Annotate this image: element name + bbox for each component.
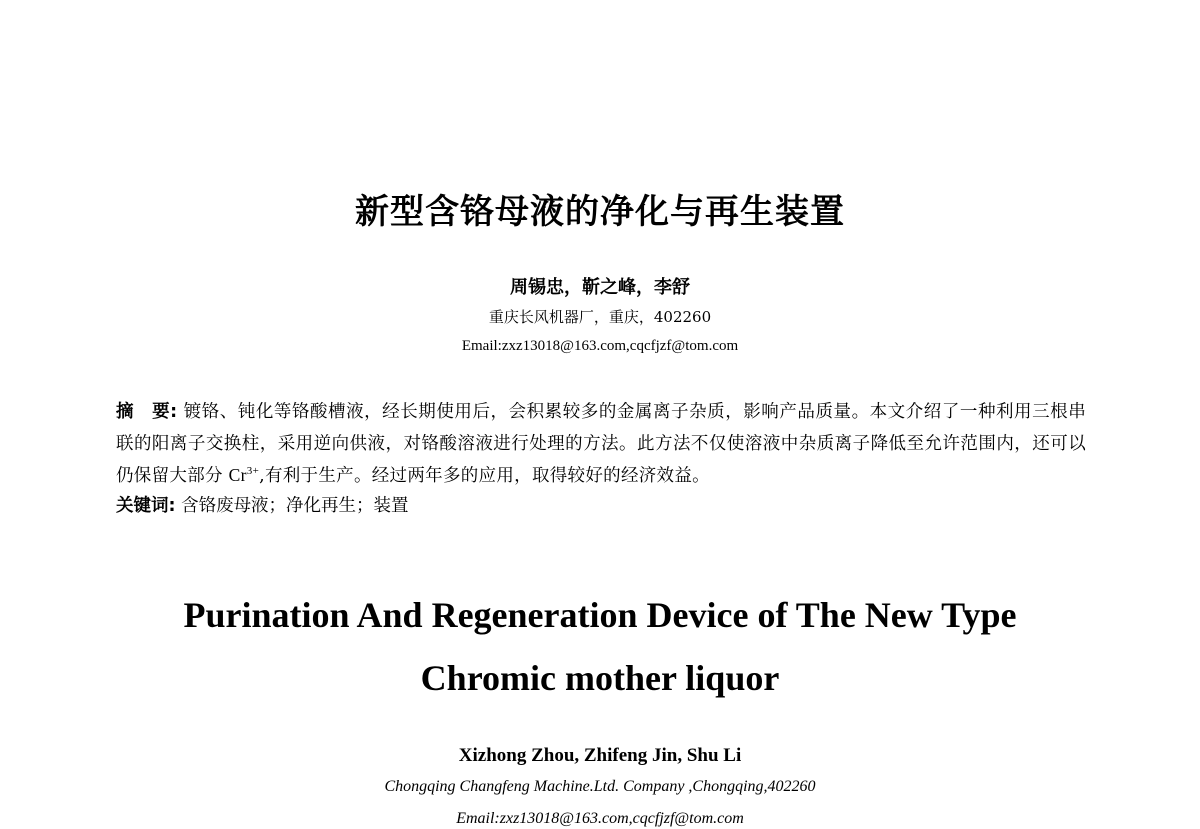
chinese-title: 新型含铬母液的净化与再生装置 [355,192,845,232]
english-authors: Xizhong Zhou, Zhifeng Jin, Shu Li [458,745,742,766]
keywords-label: 关键词: [116,496,176,516]
english-email: Email:zxz13018@163.com,cqcfjzf@tom.com [456,810,744,827]
abstract-text-part1: 镀铬、钝化等铬酸槽液，经长期使用后，会积累较多的金属离子杂质，影响产品质量。本文介绍了一种利用三根串联的阳离子交换柱，采用逆向供液，对铬酸溶液进行处理的方法。此方法不仅使溶液中杂质离子降低至允许范围内，还可以仍保留大部分 [116,402,1087,486]
chinese-abstract [116,397,1086,493]
chinese-keywords [116,492,1086,520]
chinese-affiliation: 重庆长风机器厂，重庆，402260 [488,308,712,326]
chromium-charge: 3+ [246,465,260,478]
chromium-symbol: Cr [228,465,247,485]
chinese-authors: 周锡忠，靳之峰，李舒 [510,277,690,298]
keywords-text: 含铬废母液；净化再生；装置 [175,496,409,516]
abstract-label: 摘 要 [116,402,171,422]
abstract-label-colon: : [170,402,178,422]
english-title-line2: Chromic mother liquor [420,658,780,698]
english-affiliation: Chongqing Changfeng Machine.Ltd. Company ,Chongqing,402260 [384,778,816,795]
english-title-line1: Purination And Regeneration Device of The New Type [183,595,1017,635]
abstract-text-part2: ,有利于生产。经过两年多的应用，取得较好的经济效益。 [259,466,710,486]
chinese-email: Email:zxz13018@163.com,cqcfjzf@tom.com [461,338,739,354]
